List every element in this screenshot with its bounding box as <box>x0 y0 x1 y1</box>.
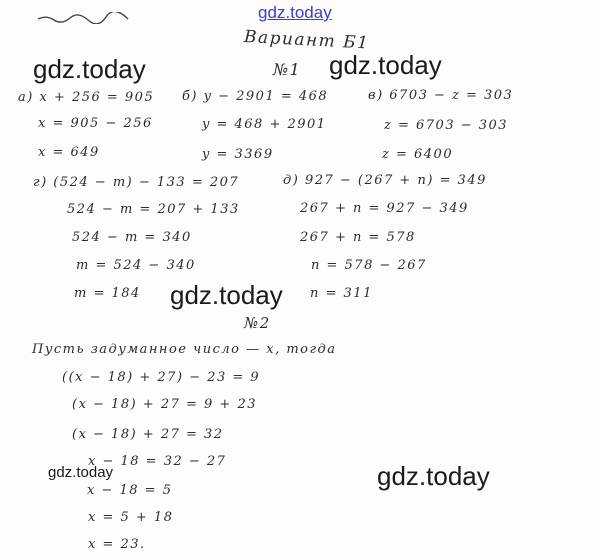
task1-b-line-1: б) y − 2901 = 468 <box>182 89 329 104</box>
task1-v-line-2: z = 6703 − 303 <box>384 118 509 133</box>
watermark-top[interactable]: gdz.today <box>258 3 332 22</box>
task1-a-line-1: а) x + 256 = 905 <box>18 90 155 105</box>
task2-line-2: ((x − 18) + 27) − 23 = 9 <box>62 370 261 385</box>
task1-a-line-2: x = 905 − 256 <box>38 116 153 131</box>
task1-d-line-5: n = 311 <box>310 286 373 301</box>
task2-line-1: Пусть задуманное число — x, тогда <box>32 342 337 357</box>
watermark-middle: gdz.today <box>170 280 283 310</box>
task1-v-line-3: z = 6400 <box>382 147 454 162</box>
crossed-out-scribble <box>36 12 131 24</box>
task2-line-8: x = 23. <box>88 537 146 552</box>
task1-d-line-1: д) 927 − (267 + n) = 349 <box>283 173 487 188</box>
task1-d-line-3: 267 + n = 578 <box>300 230 416 245</box>
task2-line-3: (x − 18) + 27 = 9 + 23 <box>72 397 258 412</box>
task1-g-line-5: m = 184 <box>74 286 141 301</box>
task2-heading: №2 <box>244 314 271 332</box>
watermark-left-upper: gdz.today <box>33 54 146 84</box>
watermark-right-lower: gdz.today <box>377 461 490 491</box>
task1-g-line-2: 524 − m = 207 + 133 <box>67 202 240 217</box>
task2-line-4: (x − 18) + 27 = 32 <box>72 427 224 442</box>
task1-g-line-1: г) (524 − m) − 133 = 207 <box>33 175 240 190</box>
task2-line-5: x − 18 = 32 − 27 <box>88 454 227 469</box>
task1-g-line-4: m = 524 − 340 <box>76 258 196 273</box>
task1-d-line-4: n = 578 − 267 <box>311 258 427 273</box>
task1-a-line-3: x = 649 <box>38 145 100 160</box>
task1-d-line-2: 267 + n = 927 − 349 <box>300 201 469 216</box>
watermark-left-lower: gdz.today <box>48 464 114 481</box>
task1-heading: №1 <box>273 60 302 79</box>
task2-line-6: x − 18 = 5 <box>87 483 173 498</box>
task1-b-line-2: y = 468 + 2901 <box>202 117 327 132</box>
variant-heading: Вариант Б1 <box>243 27 370 54</box>
task1-g-line-3: 524 − m = 340 <box>72 230 192 245</box>
watermark-right-upper: gdz.today <box>329 50 442 80</box>
task2-line-7: x = 5 + 18 <box>88 510 174 525</box>
task1-b-line-3: y = 3369 <box>202 147 274 162</box>
task1-v-line-1: в) 6703 − z = 303 <box>368 88 514 103</box>
